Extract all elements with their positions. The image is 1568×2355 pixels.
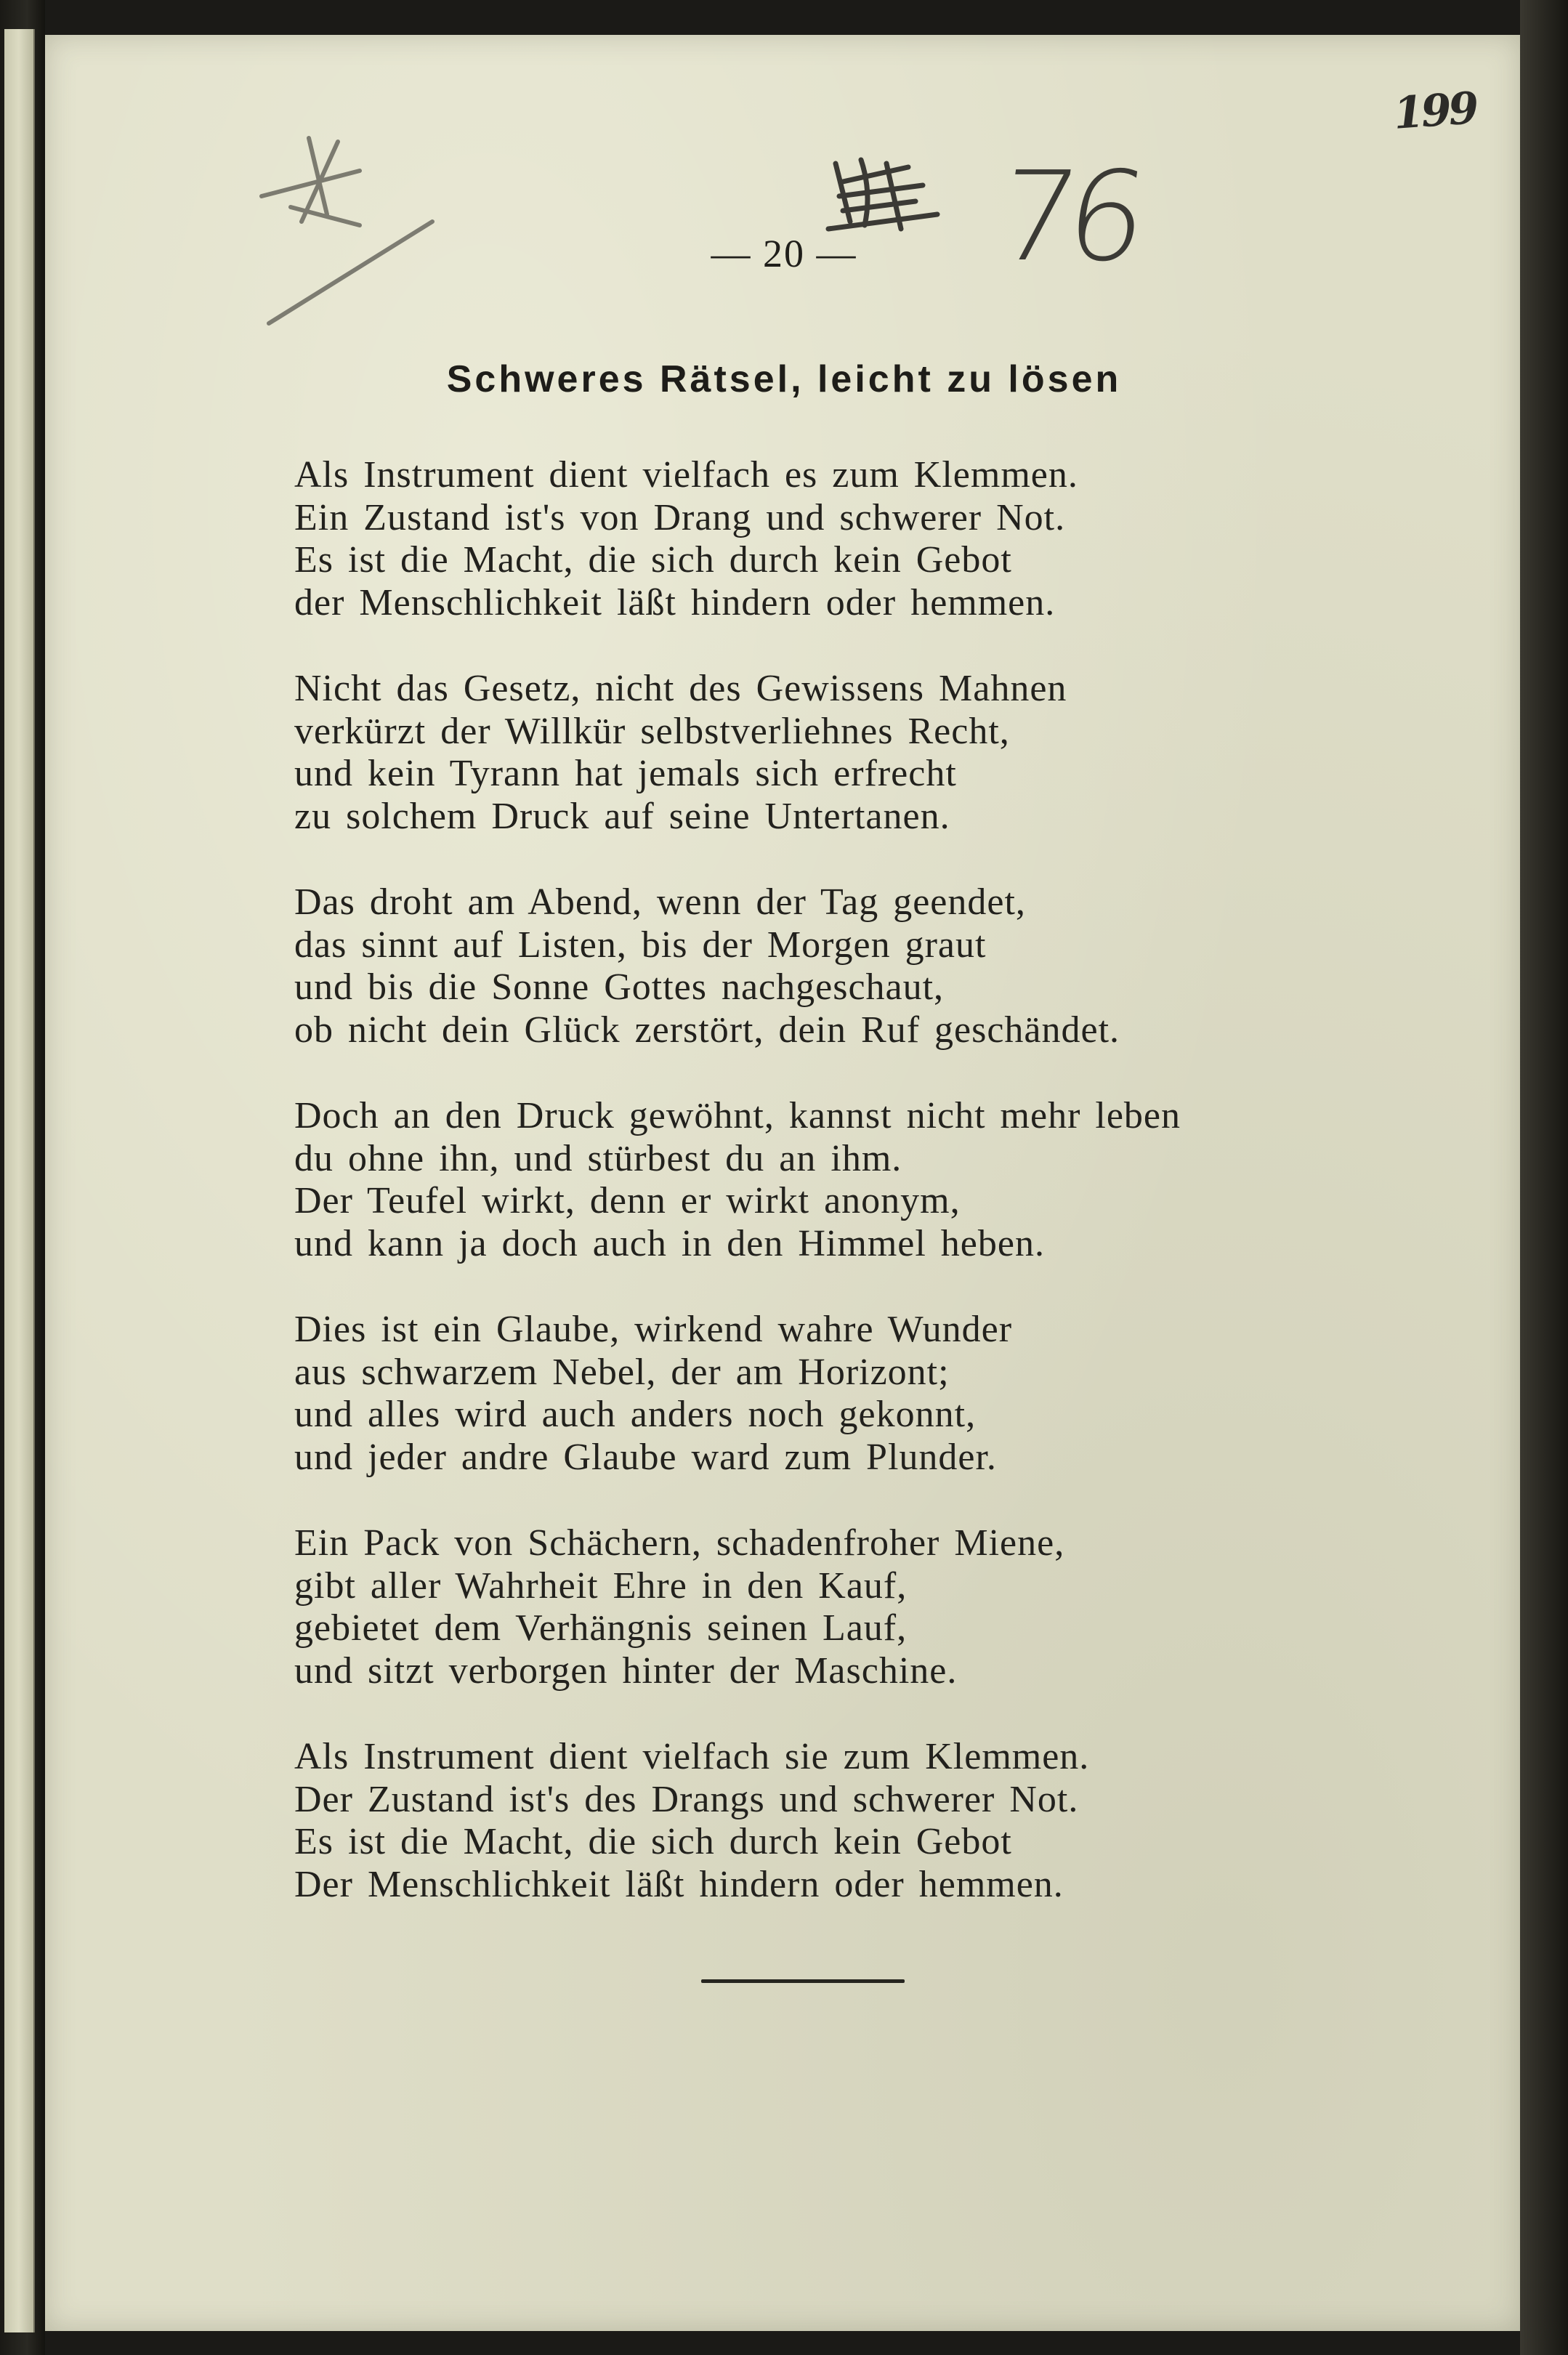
- end-rule: [701, 1979, 905, 1983]
- poem-line: gibt aller Wahrheit Ehre in den Kauf,: [294, 1564, 908, 1607]
- poem-line: und kann ja doch auch in den Himmel heben.: [294, 1222, 1045, 1264]
- poem-line: zu solchem Druck auf seine Untertanen.: [294, 795, 950, 837]
- poem-line: und sitzt verborgen hinter der Maschine.: [294, 1649, 958, 1692]
- poem-line: Als Instrument dient vielfach sie zum Klemmen.: [294, 1736, 1090, 1777]
- poem-line: der Menschlichkeit läßt hindern oder hemmen.: [294, 581, 1056, 623]
- poem-line: Das droht am Abend, wenn der Tag geendet,: [294, 881, 1026, 923]
- stanza: [294, 1095, 1312, 1265]
- poem-line: Der Teufel wirkt, denn er wirkt anonym,: [294, 1180, 961, 1221]
- poem-line: Dies ist ein Glaube, wirkend wahre Wunder: [294, 1309, 1013, 1350]
- stanza: [294, 454, 1312, 624]
- page-number: — 20 —: [711, 232, 857, 275]
- scan-right-edge: [1520, 0, 1568, 2355]
- poem-line: Ein Pack von Schächern, schadenfroher Miene,: [294, 1522, 1065, 1564]
- poem-line: Der Menschlichkeit läßt hindern oder hemmen.: [294, 1863, 1064, 1905]
- poem-line: verkürzt der Willkür selbstverliehnes Recht,: [294, 710, 1010, 752]
- poem-line: du ohne ihn, und stürbest du an ihm.: [294, 1137, 902, 1179]
- poem-line: und kein Tyrann hat jemals sich erfrecht: [294, 753, 957, 794]
- poem-line: Nicht das Gesetz, nicht des Gewissens Mahnen: [294, 668, 1067, 709]
- stanza: [294, 1309, 1312, 1479]
- stanza: [294, 668, 1312, 838]
- stanza: [294, 1522, 1312, 1692]
- poem-line: und bis die Sonne Gottes nachgeschaut,: [294, 966, 945, 1008]
- poem-line: Ein Zustand ist's von Drang und schwerer Not.: [294, 496, 1066, 538]
- poem-line: Es ist die Macht, die sich durch kein Gebot: [294, 1821, 1012, 1862]
- ink-stroke: [828, 214, 937, 229]
- ink-stroke: [843, 167, 908, 182]
- poem-line: Doch an den Druck gewöhnt, kannst nicht mehr leben: [294, 1095, 1181, 1136]
- poem-line: gebietet dem Verhängnis seinen Lauf,: [294, 1607, 908, 1649]
- poem-line: das sinnt auf Listen, bis der Morgen graut: [294, 924, 987, 966]
- poem-line: Es ist die Macht, die sich durch kein Gebot: [294, 539, 1012, 581]
- poem-line: und jeder andre Glaube ward zum Plunder.: [294, 1436, 997, 1478]
- poem-line: ob nicht dein Glück zerstört, dein Ruf geschändet.: [294, 1009, 1120, 1051]
- ink-stroke: [839, 185, 923, 196]
- crossed-out-annotation: [821, 149, 966, 243]
- poem-line: Als Instrument dient vielfach es zum Klemmen.: [294, 454, 1078, 496]
- stanza: [294, 1736, 1312, 1906]
- poem-line: aus schwarzem Nebel, der am Horizont;: [294, 1351, 950, 1393]
- stanza: [294, 881, 1312, 1051]
- poem-body: [294, 454, 1312, 1950]
- ink-stroke: [843, 201, 916, 211]
- poem-title: Schweres Rätsel, leicht zu lösen: [446, 358, 1122, 400]
- poem-line: und alles wird auch anders noch gekonnt,: [294, 1394, 977, 1435]
- pencil-stroke: [262, 171, 360, 196]
- handwritten-number: 76: [989, 145, 1147, 289]
- folio-number: 199: [1391, 83, 1478, 140]
- poem-line: Der Zustand ist's des Drangs und schwerer Not.: [294, 1778, 1079, 1820]
